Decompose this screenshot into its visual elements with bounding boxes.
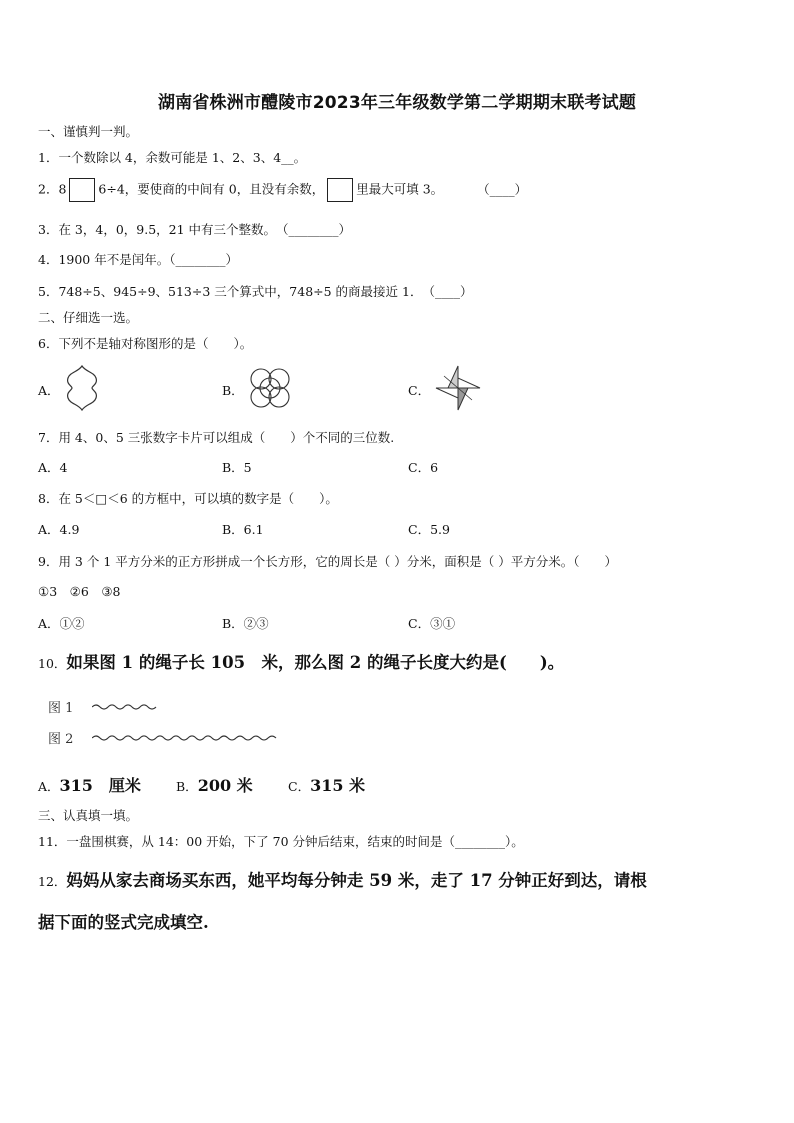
question-10-number: 10． bbox=[38, 656, 67, 671]
q10-option-a[interactable] bbox=[38, 773, 141, 796]
question-11: 11．一盘围棋赛，从 14：00 开始，下了 70 分钟后结束，结束的时间是（________）。 bbox=[38, 834, 524, 849]
question-2-part-b: 6÷4，要使商的中间有 0，且没有余数， bbox=[98, 181, 325, 197]
q9-option-a[interactable]: A．①② bbox=[38, 616, 85, 631]
question-4: 4．1900 年不是闰年。（________） bbox=[38, 252, 238, 267]
q7-option-b[interactable]: B．5 bbox=[222, 460, 252, 475]
question-12-line-2: 据下面的竖式完成填空. bbox=[38, 913, 209, 932]
q7-option-a[interactable]: A．4 bbox=[38, 460, 68, 475]
rope-figure-1 bbox=[92, 700, 162, 714]
question-7: 7．用 4、0、5 三张数字卡片可以组成（ ）个不同的三位数. bbox=[38, 430, 395, 445]
answer-blank[interactable]: （____） bbox=[477, 181, 528, 197]
question-8: 8．在 5＜□＜6 的方框中，可以填的数字是（ ）。 bbox=[38, 491, 338, 506]
question-10 bbox=[38, 649, 564, 673]
q10-option-b-label: B． bbox=[176, 779, 198, 794]
q10-option-a-label: A． bbox=[38, 779, 60, 794]
option-b-label[interactable]: B． bbox=[222, 383, 244, 398]
section-heading-2: 二、仔细选一选。 bbox=[38, 310, 139, 325]
question-12-line-1 bbox=[38, 867, 647, 891]
q10-option-c-label: C． bbox=[288, 779, 311, 794]
question-2-part-a: 2．8 bbox=[38, 181, 67, 197]
question-10-text: 如果图 1 的绳子长 105 米，那么图 2 的绳子长度大约是( )。 bbox=[66, 653, 565, 672]
q7-option-c[interactable]: C．6 bbox=[408, 460, 439, 475]
question-5: 5．748÷5、945÷9、513÷3 三个算式中，748÷5 的商最接近 1． （____） bbox=[38, 284, 473, 299]
question-12-number: 12． bbox=[38, 874, 67, 889]
rope-figure-2 bbox=[92, 731, 287, 745]
q10-option-b-value: 200 米 bbox=[197, 776, 253, 795]
four-circle-flower-figure bbox=[246, 365, 294, 411]
q8-option-a[interactable]: A．4.9 bbox=[38, 522, 80, 537]
pinwheel-figure bbox=[434, 364, 482, 412]
figure-2-label: 图 2 bbox=[48, 732, 74, 747]
q9-option-b[interactable]: B．②③ bbox=[222, 616, 269, 631]
question-2 bbox=[38, 178, 527, 202]
q10-option-a-value: 315 厘米 bbox=[59, 776, 141, 795]
question-3: 3．在 3，4，0，9.5，21 中有三个整数。 （________） bbox=[38, 222, 352, 237]
q10-option-c-value: 315 米 bbox=[310, 776, 366, 795]
figure-1-label: 图 1 bbox=[48, 701, 74, 716]
question-6: 6．下列不是轴对称图形的是（ ）。 bbox=[38, 336, 253, 351]
answer-box-2[interactable] bbox=[327, 178, 353, 202]
question-2-part-c: 里最大可填 3。 bbox=[356, 181, 444, 197]
symmetric-shape-figure bbox=[62, 364, 102, 412]
question-1: 1．一个数除以 4，余数可能是 1、2、3、4__。 bbox=[38, 150, 307, 165]
page-title: 湖南省株洲市醴陵市2023年三年级数学第二学期期末联考试题 bbox=[157, 93, 637, 113]
q8-option-c[interactable]: C．5.9 bbox=[408, 522, 450, 537]
q8-option-b[interactable]: B．6.1 bbox=[222, 522, 264, 537]
q9-option-c[interactable]: C．③① bbox=[408, 616, 456, 631]
answer-box-1[interactable] bbox=[69, 178, 95, 202]
question-9: 9．用 3 个 1 平方分米的正方形拼成一个长方形，它的周长是（ ）分米，面积是（ ）平方分米。（ ） bbox=[38, 554, 617, 569]
question-12-text-1: 妈妈从家去商场买东西，她平均每分钟走 59 米，走了 17 分钟正好到达，请根 bbox=[66, 871, 647, 890]
q10-option-b[interactable] bbox=[176, 773, 253, 796]
q9-choices: ①3 ②6 ③8 bbox=[38, 584, 121, 599]
option-c-label[interactable]: C． bbox=[408, 383, 431, 398]
option-a-label[interactable]: A． bbox=[38, 383, 60, 398]
section-heading-1: 一、谨慎判一判。 bbox=[38, 124, 139, 139]
section-heading-3: 三、认真填一填。 bbox=[38, 808, 139, 823]
q10-option-c[interactable] bbox=[288, 773, 365, 796]
